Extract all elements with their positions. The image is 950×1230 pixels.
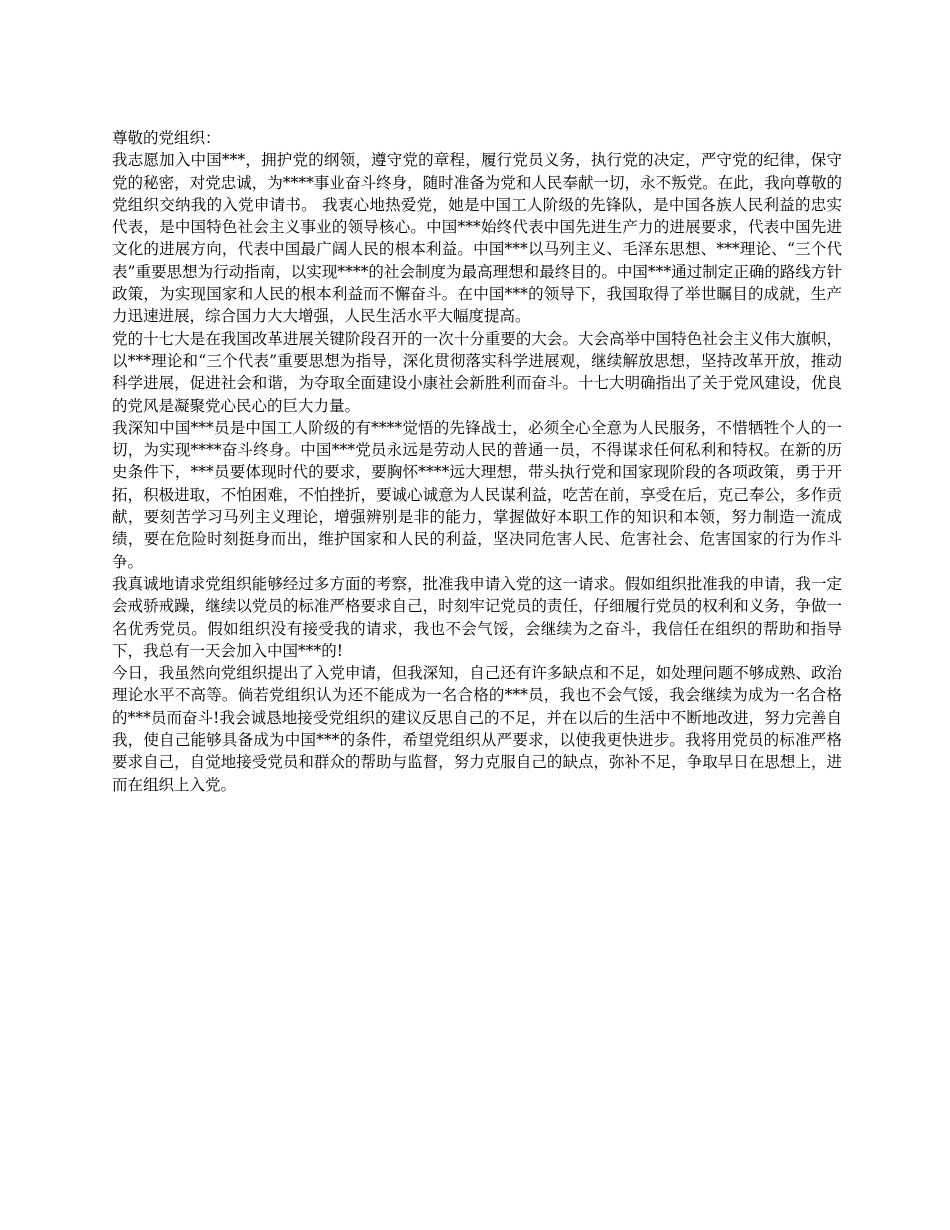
salutation: 尊敬的党组织： — [112, 129, 221, 147]
paragraph-1: 我志愿加入中国***，拥护党的纲领，遵守党的章程，履行党员义务，执行党的决定，严守党的纪律，保守党的秘密，对党忠诚，为****事业奋斗终身，随时准备为党和人民奉献一切，永不叛党。在此，我向尊敬的党组织交纳我的入党申请书。 我衷心地热爱党，她是中国工人阶级的先锋队，是中国各族人民利益的忠实代表，是中国特色社会主义事业的领导核心。中国***始终代表中国先进生产力的进展要求，代表中国先进文化的进展方向，代表中国最广阔人民的根本利益。中国***以马列主义、毛泽东思想、***理论、“三个代表”重要思想为行动指南，以实现****的社会制度为最高理想和最终目的。中国***通过制定正确的路线方针政策，为实现国家和人民的根本利益而不懈奋斗。在中国***的领导下，我国取得了举世瞩目的成就，生产力迅速进展，综合国力大大增强，人民生活水平大幅度提高。 — [112, 151, 842, 326]
paragraph-4: 我真诚地请求党组织能够经过多方面的考察，批准我申请入党的这一请求。假如组织批准我的申请，我一定会戒骄戒躁，继续以党员的标准严格要求自己，时刻牢记党员的责任，仔细履行党员的权利和义务，争做一名优秀党员。假如组织没有接受我的请求，我也不会气馁，会继续为之奋斗，我信任在组织的帮助和指导下，我总有一天会加入中国***的! — [112, 574, 842, 660]
paragraph-2: 党的十七大是在我国改革进展关键阶段召开的一次十分重要的大会。大会高举中国特色社会主义伟大旗帜，以***理论和“三个代表”重要思想为指导，深化贯彻落实科学进展观，继续解放思想，坚持改革开放，推动科学进展，促进社会和谐，为夺取全面建设小康社会新胜利而奋斗。十七大明确指出了关于党风建设，优良的党风是凝聚党心民心的巨大力量。 — [112, 329, 842, 415]
paragraph-5: 今日，我虽然向党组织提出了入党申请，但我深知，自己还有许多缺点和不足，如处理问题不够成熟、政治理论水平不高等。倘若党组织认为还不能成为一名合格的***员，我也不会气馁，我会继续为成为一名合格的***员而奋斗!我会诚恳地接受党组织的建议反思自己的不足，并在以后的生活中不断地改进，努力完善自我，使自己能够具备成为中国***的条件，希望党组织从严要求，以使我更快进步。我将用党员的标准严格要求自己，自觉地接受党员和群众的帮助与监督，努力克服自己的缺点，弥补不足，争取早日在思想上，进而在组织上入党。 — [112, 664, 842, 794]
letter-body — [112, 127, 842, 796]
paragraph-3: 我深知中国***员是中国工人阶级的有****觉悟的先锋战士，必须全心全意为人民服务，不惜牺牲个人的一切，为实现****奋斗终身。中国***党员永远是劳动人民的普通一员，不得谋求任何私利和特权。在新的历史条件下，***员要体现时代的要求，要胸怀****远大理想，带头执行党和国家现阶段的各项政策，勇于开拓，积极进取，不怕困难，不怕挫折，要诚心诚意为人民谋利益，吃苦在前，享受在后，克己奉公，多作贡献，要刻苦学习马列主义理论，增强辨别是非的能力，掌握做好本职工作的知识和本领，努力制造一流成绩，要在危险时刻挺身而出，维护国家和人民的利益，坚决同危害人民、危害社会、危害国家的行为作斗争。 — [112, 418, 842, 571]
